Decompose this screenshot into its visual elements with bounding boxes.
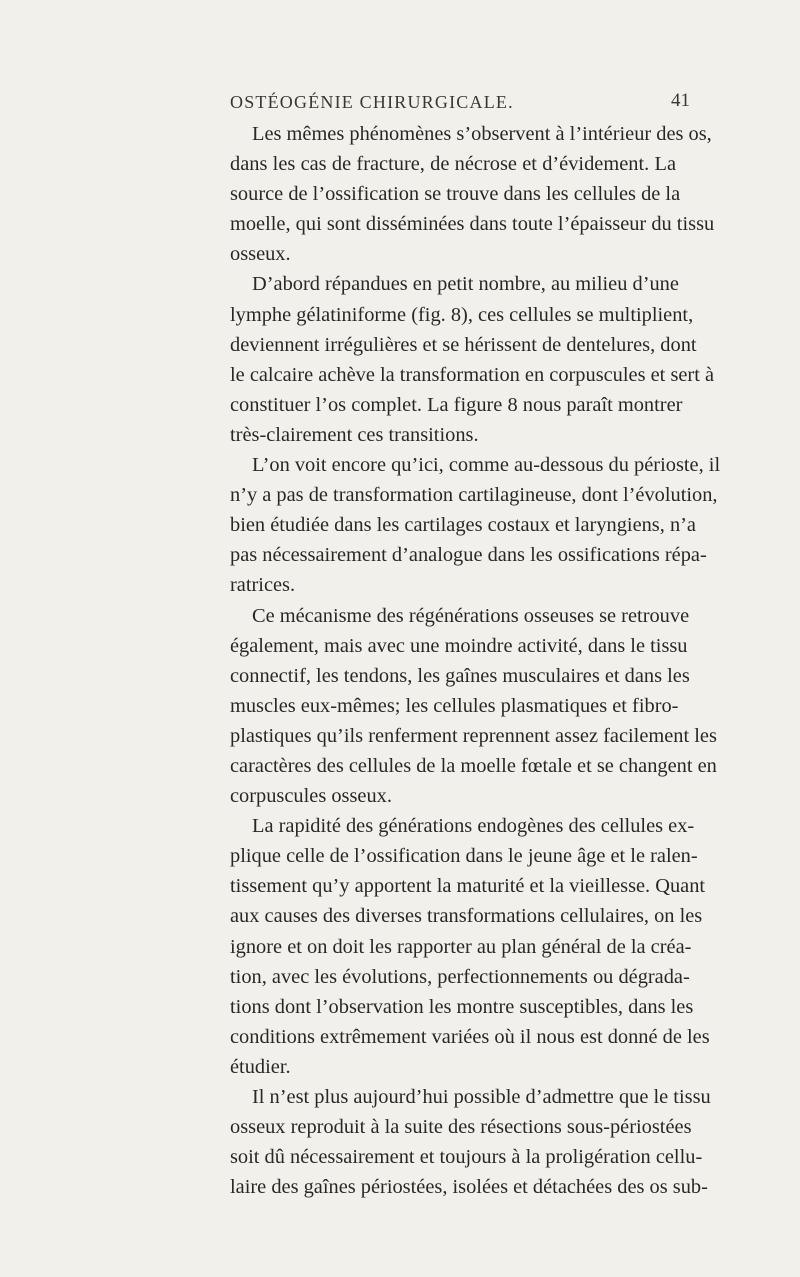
text-line: muscles eux-mêmes; les cellules plasmatiques et fibro- — [230, 694, 679, 717]
text-line: ignore et on doit les rapporter au plan général de la créa- — [230, 935, 692, 958]
text-line: très-clairement ces transitions. — [230, 423, 479, 446]
text-line: Ce mécanisme des régénérations osseuses se retrouve — [252, 604, 690, 627]
text-line: dans les cas de fracture, de nécrose et d’évidement. La — [230, 153, 676, 176]
text-line: plique celle de l’ossification dans le jeune âge et le ralen- — [230, 845, 698, 868]
page-number: 41 — [671, 90, 690, 111]
text-line: corpuscules osseux. — [230, 785, 392, 808]
text-line: le calcaire achève la transformation en corpuscules et sert à — [230, 363, 715, 386]
text-line: conditions extrêmement variées où il nous est donné de les — [230, 1025, 710, 1048]
text-line: moelle, qui sont disséminées dans toute l’épaisseur du tissu — [230, 213, 715, 236]
text-line: tissement qu’y apportent la maturité et la vieillesse. Quant — [230, 875, 706, 898]
text-line: D’abord répandues en petit nombre, au milieu d’une — [252, 273, 679, 296]
text-line: connectif, les tendons, les gaînes musculaires et dans les — [230, 664, 690, 687]
text-line: soit dû nécessairement et toujours à la proligération cellu- — [230, 1146, 703, 1169]
text-line: pas nécessairement d’analogue dans les ossifications répa- — [230, 544, 707, 567]
text-line: tions dont l’observation les montre susceptibles, dans les — [230, 995, 694, 1018]
text-line: étudier. — [230, 1055, 291, 1078]
text-line: deviennent irrégulières et se hérissent de dentelures, dont — [230, 333, 697, 356]
text-line: Les mêmes phénomènes s’observent à l’intérieur des os, — [252, 123, 712, 145]
text-line: osseux reproduit à la suite des résections sous-périostées — [230, 1116, 692, 1139]
text-line: L’on voit encore qu’ici, comme au-dessous du périoste, il — [252, 454, 721, 477]
text-line: ratrices. — [230, 574, 296, 597]
text-line: caractères des cellules de la moelle fœtale et se changent en — [230, 754, 717, 777]
text-line: n’y a pas de transformation cartilagineuse, dont l’évolution, — [230, 484, 718, 507]
text-line: laire des gaînes périostées, isolées et détachées des os sub- — [230, 1176, 708, 1199]
text-line: également, mais avec une moindre activité, dans le tissu — [230, 634, 688, 657]
text-line: Il n’est plus aujourd’hui possible d’admettre que le tissu — [252, 1086, 711, 1108]
text-line: bien étudiée dans les cartilages costaux et laryngiens, n’a — [230, 514, 696, 537]
body-text — [230, 119, 721, 1202]
text-line: osseux. — [230, 243, 291, 266]
text-line: La rapidité des générations endogènes des cellules ex- — [252, 815, 695, 838]
text-line: plastiques qu’ils renferment reprennent assez facilement les — [230, 724, 717, 747]
text-line: tion, avec les évolutions, perfectionnements ou dégrada- — [230, 965, 690, 988]
running-title: OSTÉOGÉNIE CHIRURGICALE. — [230, 92, 514, 112]
text-line: source de l’ossification se trouve dans les cellules de la — [230, 183, 681, 206]
text-line: aux causes des diverses transformations cellulaires, on les — [230, 905, 703, 928]
text-line: constituer l’os complet. La figure 8 nous paraît montrer — [230, 393, 683, 416]
text-line: lymphe gélatiniforme (fig. 8), ces cellules se multiplient, — [230, 303, 694, 326]
